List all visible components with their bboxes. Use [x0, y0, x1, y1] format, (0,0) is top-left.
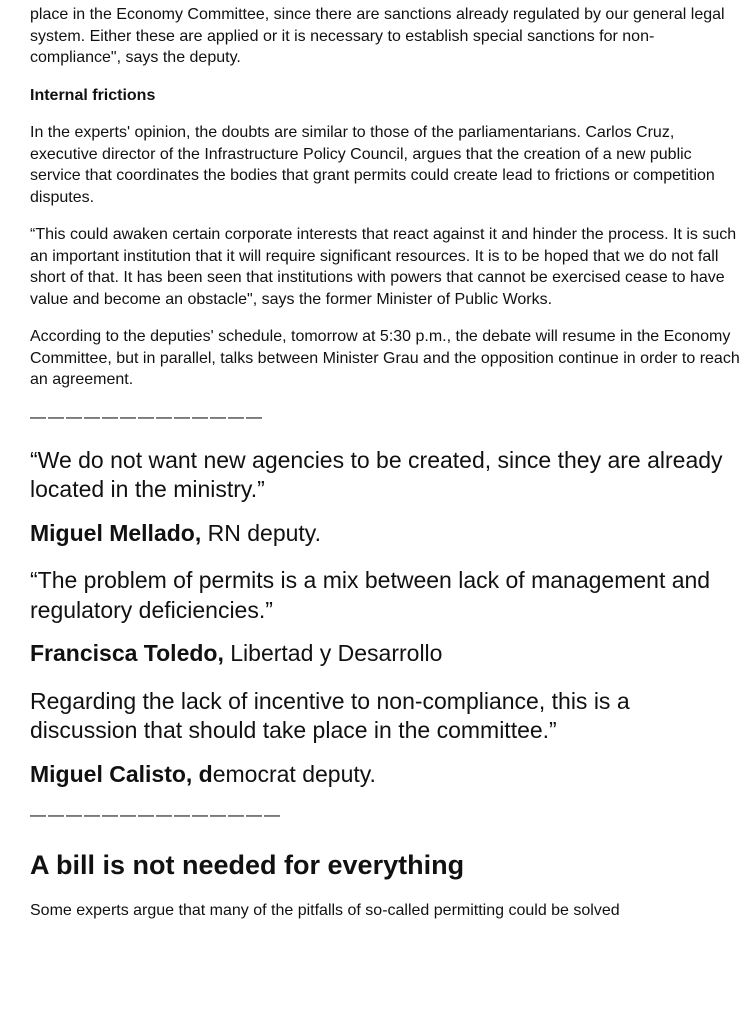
divider-bottom: ——————————————: [30, 807, 282, 824]
attribution-role: Libertad y Desarrollo: [223, 640, 443, 666]
quote-mellado: “We do not want new agencies to be created, since they are already located in the ministry.”: [30, 446, 723, 502]
attribution-name: Miguel Calisto, d: [30, 760, 213, 787]
quote-toledo: “The problem of permits is a mix between lack of management and regulatory deficiencies.”: [30, 567, 711, 623]
attribution-name: Francisca Toledo,: [30, 640, 224, 666]
attribution-mellado: [30, 519, 740, 549]
attribution-role: emocrat deputy.: [212, 760, 376, 787]
paragraph-schedule: According to the deputies' schedule, tomorrow at 5:30 p.m., the debate will resume in the Economy Committee, but in parallel, talks between Minister Grau and the opposition continue in order to reach an agreement.: [30, 328, 740, 388]
quote-calisto: Regarding the lack of incentive to non-compliance, this is a discussion that should take place in the committee.”: [30, 687, 630, 743]
attribution-role: RN deputy.: [201, 519, 321, 546]
paragraph-permitting: Some experts argue that many of the pitfalls of so-called permitting could be solved: [30, 902, 620, 919]
attribution-name: Miguel Mellado,: [30, 519, 202, 546]
divider-top: —————————————: [30, 408, 264, 426]
paragraph-sanctions: place in the Economy Committee, since there are sanctions already regulated by our general legal system. Either these are applied or it is necessary to establish special sanctions for non-compliance", says the deputy.: [30, 6, 725, 66]
paragraph-corporate-interests: “This could awaken certain corporate interests that react against it and hinder the process. It is such an important institution that it will require significant resources. It is to be hoped that we do not fall short of that. It has been seen that institutions with powers that cannot be exercised cease to have value and become an obstacle", says the former Minister of Public Works.: [30, 226, 737, 308]
subheading-internal-frictions: Internal frictions: [30, 86, 156, 104]
paragraph-experts-opinion: In the experts' opinion, the doubts are similar to those of the parliamentarians. Carlos Cruz, executive director of the Infrastructure Policy Council, argues that the creation of a new public service that coordinates the bodies that grant permits could create lead to frictions or competition disputes.: [30, 124, 715, 206]
section-heading-bill: A bill is not needed for everything: [30, 850, 465, 880]
article-page: [0, 4, 750, 922]
attribution-toledo: [30, 639, 740, 669]
attribution-calisto: [30, 760, 740, 790]
